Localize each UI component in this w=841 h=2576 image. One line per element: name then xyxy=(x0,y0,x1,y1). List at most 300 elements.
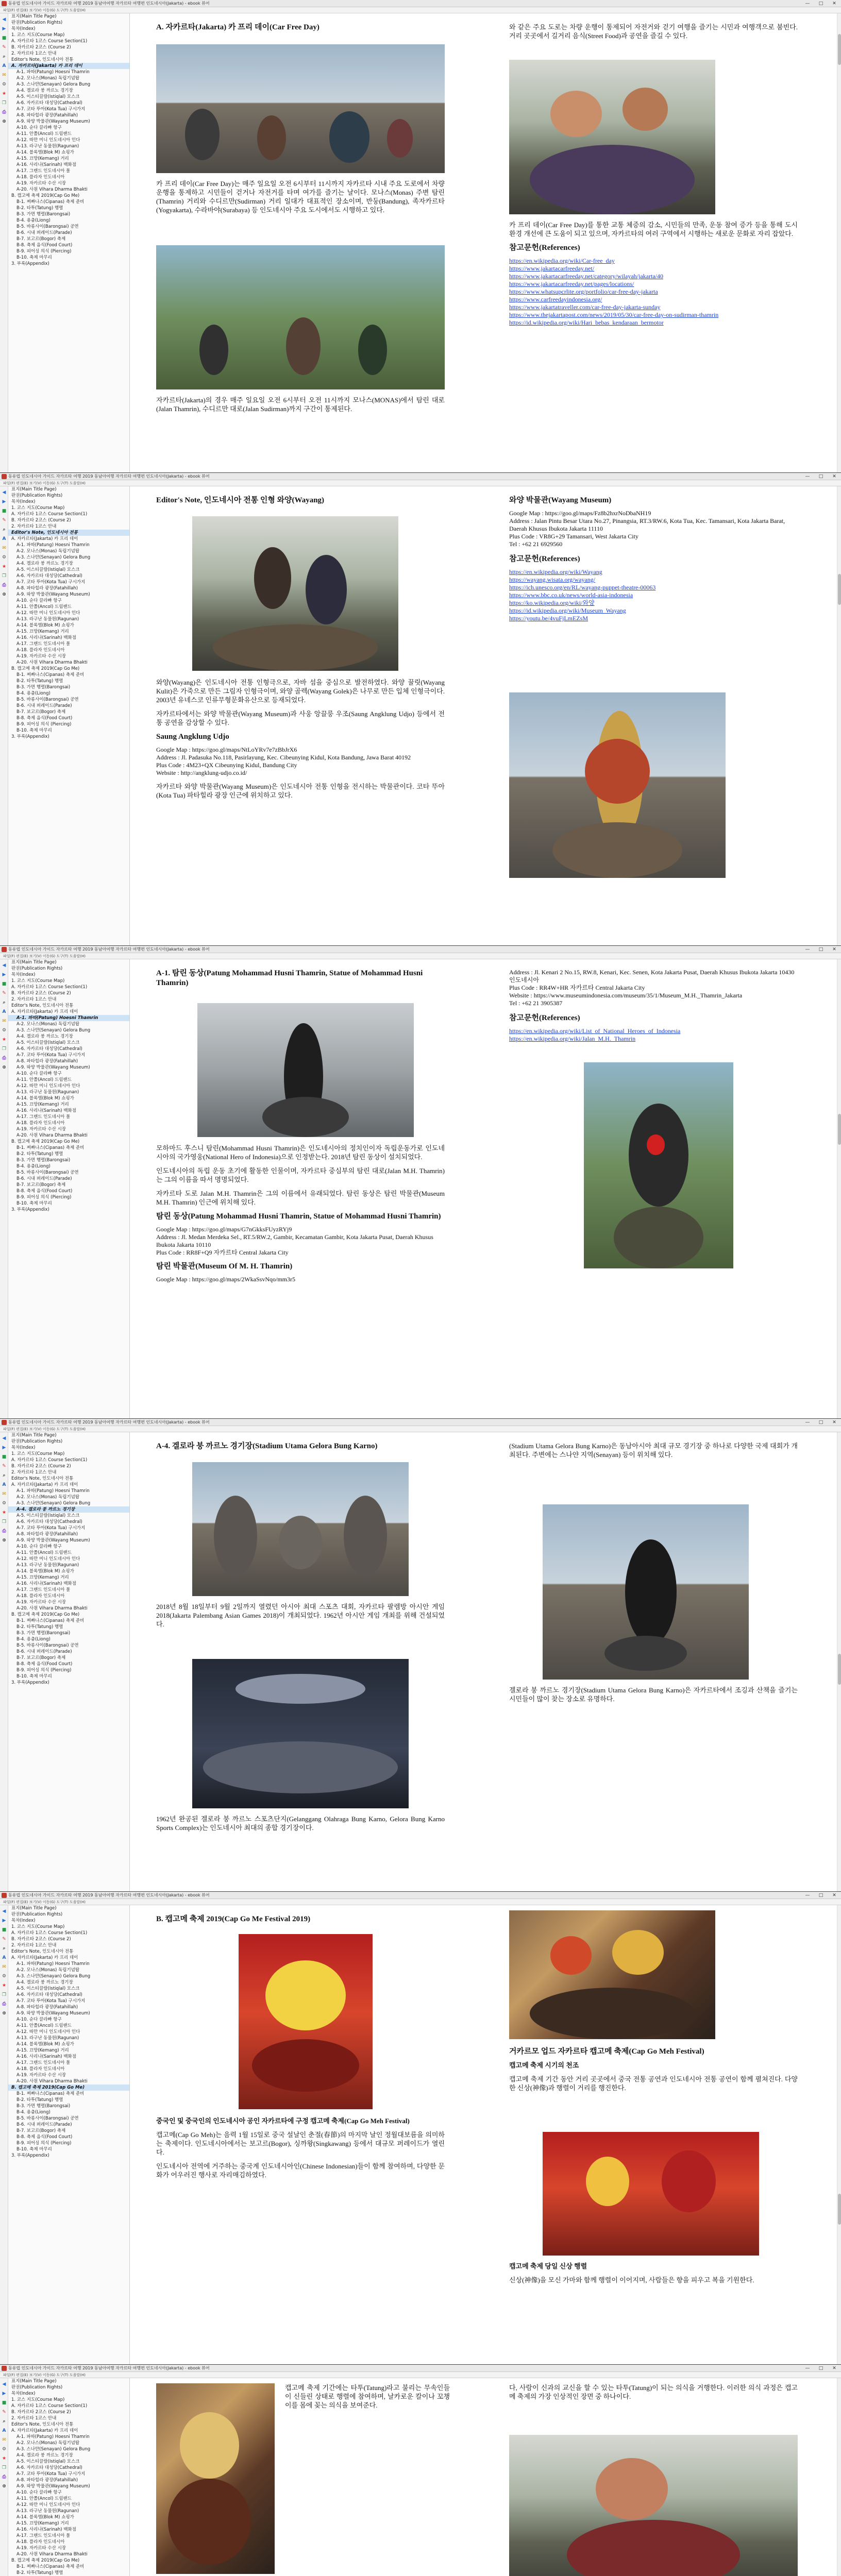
toc-item[interactable]: A-9. 와양 박물관(Wayang Museum) xyxy=(16,119,90,124)
highlight-icon[interactable]: ✎ xyxy=(2,1464,6,1469)
forward-arrow-icon[interactable]: ▶ xyxy=(2,2391,6,2396)
toc-item[interactable]: A-14. 블록엠(Blok M) 쇼핑가 xyxy=(16,2515,74,2520)
toc-item[interactable]: A-13. 라구난 동물원(Ragunan) xyxy=(16,617,79,622)
toc-item[interactable]: 3. 부록(Appendix) xyxy=(11,734,49,739)
close-button[interactable]: ✕ xyxy=(832,474,836,479)
toc-item[interactable]: B-1. 찌빠나스(Cipanas) 축제 준비 xyxy=(16,199,85,205)
toc-item[interactable]: A-1. 파따(Patung) Hoesni Thamrin xyxy=(8,1015,129,1021)
toc-item[interactable]: A. 자카르타 1코스 Course Section(1) xyxy=(11,1458,88,1463)
toc-item[interactable]: B. 캡고메 축제 2019(Cap Go Me) xyxy=(11,2558,80,2563)
minimize-button[interactable]: — xyxy=(805,947,810,952)
toc-item[interactable]: A-19. 자카르타 수산 시장 xyxy=(16,1600,66,1605)
toc-item[interactable]: A. 자카르타(Jakarta) 카 프리 데이 xyxy=(11,1009,78,1014)
toc-item[interactable]: B-1. 찌빠나스(Cipanas) 축제 준비 xyxy=(16,672,85,677)
reference-link[interactable]: https://en.wikipedia.org/wiki/Wayang xyxy=(509,568,602,575)
back-arrow-icon[interactable]: ◀ xyxy=(2,2382,6,2387)
toc-item[interactable]: B-8. 축제 음식(Food Court) xyxy=(16,1662,73,1667)
note-icon[interactable]: ✉ xyxy=(2,2437,6,2443)
toc-item[interactable]: 표지(Main Title Page) xyxy=(11,14,57,19)
toc-item[interactable]: A-19. 자카르타 수산 시장 xyxy=(16,2073,66,2078)
toc-item[interactable]: B. 캡고메 축제 2019(Cap Go Me) xyxy=(11,1139,80,1144)
toc-item[interactable]: A-17. 그랜드 인도네시아 몰 xyxy=(16,1114,71,1120)
toc-item[interactable]: A-10. 순다 끌라빠 항구 xyxy=(16,598,62,603)
reference-link[interactable]: https://www.jakartacarfreeday.net/ xyxy=(509,265,595,272)
toc-item[interactable]: B. 캡고메 축제 2019(Cap Go Me) xyxy=(11,666,80,671)
toc-item[interactable]: A-18. 플라자 인도네시아 xyxy=(16,1121,65,1126)
toc-item[interactable]: 목차(Index) xyxy=(11,26,36,31)
toc-item[interactable]: A-12. 따만 미니 인도네시아 인다 xyxy=(16,138,80,143)
toc-item[interactable]: A. 자카르타(Jakarta) 카 프리 데이 xyxy=(8,63,129,69)
reference-link[interactable]: https://www.whatsupcrlite.org/portfolio/car-free-day-jakarta xyxy=(509,288,658,295)
toc-item[interactable]: B-2. 타투(Tatung) 행렬 xyxy=(16,1151,63,1157)
document-view[interactable] xyxy=(130,1905,841,2365)
toc-item[interactable]: 표지(Main Title Page) xyxy=(11,960,57,965)
toc-item[interactable]: A-15. 끄망(Kemang) 거리 xyxy=(16,1102,69,1107)
toc-item[interactable]: A-17. 그랜드 인도네시아 몰 xyxy=(16,2060,71,2065)
menu-bar[interactable]: 파일(F) 편집(E) 보기(V) 이동(G) 도구(T) 도움말(H) xyxy=(0,1426,841,1432)
toc-item[interactable]: A-14. 블록엠(Blok M) 쇼핑가 xyxy=(16,1096,74,1101)
search-icon[interactable]: ⌕ xyxy=(3,2419,6,2424)
toc-item[interactable]: 판권(Publication Rights) xyxy=(11,1439,63,1444)
highlight-icon[interactable]: ✎ xyxy=(2,45,6,50)
toc-item[interactable]: A-5. 이스티끌랄(Istiqlal) 모스크 xyxy=(16,1986,80,1991)
reference-link[interactable]: https://www.jakartacarfreeday.net/category/wilayah/jakarta/40 xyxy=(509,273,663,280)
toc-item[interactable]: A-1. 파따(Patung) Hoesni Thamrin xyxy=(16,70,90,75)
copy-icon[interactable]: ❐ xyxy=(2,1519,7,1524)
toc-item[interactable]: A-4. 겔로라 붕 까르노 경기장 xyxy=(16,1980,73,1985)
settings-icon[interactable]: ⚙ xyxy=(2,1028,7,1033)
toc-item[interactable]: A-7. 코타 뚜아(Kota Tua) 구시가지 xyxy=(16,2471,86,2477)
toc-item[interactable]: B-4. 용춤(Liong) xyxy=(16,1164,51,1169)
toc-item[interactable]: 3. 부록(Appendix) xyxy=(11,1207,49,1212)
toc-item[interactable]: A. 자카르타 1코스 Course Section(1) xyxy=(11,985,88,990)
reference-link[interactable]: https://www.jakartacarfreeday.net/pages/locations/ xyxy=(509,280,634,287)
toc-item[interactable]: B-4. 용춤(Liong) xyxy=(16,2110,51,2115)
toc-item[interactable]: A-18. 플라자 인도네시아 xyxy=(16,2539,65,2545)
reference-link[interactable]: https://www.carfreedayindonesia.org/ xyxy=(509,296,602,303)
toc-item[interactable]: A-18. 플라자 인도네시아 xyxy=(16,1594,65,1599)
toc-item[interactable]: A-19. 자카르타 수산 시장 xyxy=(16,181,66,186)
print-icon[interactable]: ⎙ xyxy=(2,2475,6,2480)
scrollbar-thumb[interactable] xyxy=(838,1654,841,1685)
toc-item[interactable]: B-10. 축제 마무리 xyxy=(16,255,52,260)
toc-item[interactable]: A. 자카르타 1코스 Course Section(1) xyxy=(11,2403,88,2409)
toc-item[interactable]: 1. 코스 지도(Course Map) xyxy=(11,505,65,511)
copy-icon[interactable]: ❐ xyxy=(2,1046,7,1052)
note-icon[interactable]: ✉ xyxy=(2,1964,6,1970)
toc-item[interactable]: B-10. 축제 마무리 xyxy=(16,728,52,733)
search-icon[interactable]: ⌕ xyxy=(3,1473,6,1478)
toc-item[interactable]: A-15. 끄망(Kemang) 거리 xyxy=(16,156,69,161)
toc-item[interactable]: B. 자카르타 2코스 (Course 2) xyxy=(11,518,71,523)
share-icon[interactable]: ★ xyxy=(2,2456,7,2461)
toc-item[interactable]: A-20. 사원 Vihara Dharma Bhakti xyxy=(16,1133,88,1138)
toc-item[interactable]: A-9. 와양 박물관(Wayang Museum) xyxy=(16,1538,90,1543)
minimize-button[interactable]: — xyxy=(805,474,810,479)
toc-item[interactable]: 판권(Publication Rights) xyxy=(11,493,63,498)
toc-item[interactable]: A-16. 사리나(Sarinah) 백화점 xyxy=(16,635,76,640)
toc-item[interactable]: 표지(Main Title Page) xyxy=(11,1433,57,1438)
toc-item[interactable]: A-20. 사원 Vihara Dharma Bhakti xyxy=(16,187,88,192)
back-arrow-icon[interactable]: ◀ xyxy=(2,963,6,968)
toc-item[interactable]: 1. 코스 지도(Course Map) xyxy=(11,2397,65,2402)
toc-item[interactable]: 목차(Index) xyxy=(11,2391,36,2396)
note-icon[interactable]: ✉ xyxy=(2,1492,6,1497)
toc-item[interactable]: A-4. 겔로라 붕 까르노 경기장 xyxy=(16,1034,73,1039)
reference-link[interactable]: https://ich.unesco.org/en/RL/wayang-puppet-theatre-00063 xyxy=(509,584,656,591)
toc-item[interactable]: A-17. 그랜드 인도네시아 몰 xyxy=(16,641,71,647)
menu-bar[interactable]: 파일(F) 편집(E) 보기(V) 이동(G) 도구(T) 도움말(H) xyxy=(0,953,841,959)
toc-item[interactable]: B-2. 타투(Tatung) 행렬 xyxy=(16,206,63,211)
toc-item[interactable]: A-3. 스나얀(Senayan) Gelora Bung xyxy=(16,1974,91,1979)
toc-item[interactable]: A-5. 이스티끌랄(Istiqlal) 모스크 xyxy=(16,1513,80,1518)
toc-item[interactable]: B-3. 가면 행렬(Barongsai) xyxy=(16,685,71,690)
toc-item[interactable]: A-18. 플라자 인도네시아 xyxy=(16,175,65,180)
toc-item[interactable]: A-3. 스나얀(Senayan) Gelora Bung xyxy=(16,82,91,87)
maximize-button[interactable]: □ xyxy=(818,474,823,479)
font-icon[interactable]: A xyxy=(2,1482,6,1487)
minimize-button[interactable]: — xyxy=(805,1893,810,1898)
toc-item[interactable]: A. 자카르타(Jakarta) 카 프리 데이 xyxy=(11,536,78,541)
print-icon[interactable]: ⎙ xyxy=(2,110,6,115)
toc-item[interactable]: B-1. 찌빠나스(Cipanas) 축제 준비 xyxy=(16,1145,85,1150)
toc-item[interactable]: B. 자카르타 2코스 (Course 2) xyxy=(11,991,71,996)
toc-item[interactable]: 3. 부록(Appendix) xyxy=(11,1680,49,1685)
bookmark-icon[interactable]: ■ xyxy=(2,1927,7,1933)
toc-item[interactable]: A-2. 모나스(Monas) 독립기념탑 xyxy=(16,549,80,554)
toc-item[interactable]: A-4. 겔로라 붕 까르노 경기장 xyxy=(16,2453,73,2458)
toc-item[interactable]: A-12. 따만 미니 인도네시아 인다 xyxy=(16,611,80,616)
toc-item[interactable]: 목차(Index) xyxy=(11,972,36,977)
toc-item[interactable]: B-6. 시내 퍼레이드(Parade) xyxy=(16,230,72,235)
back-arrow-icon[interactable]: ◀ xyxy=(2,1909,6,1914)
toc-item[interactable]: B. 자카르타 2코스 (Course 2) xyxy=(11,45,71,50)
maximize-button[interactable]: □ xyxy=(818,947,823,952)
toc-item[interactable]: A-8. 파타힐라 광장(Fatahillah) xyxy=(16,1532,78,1537)
close-button[interactable]: ✕ xyxy=(832,1420,836,1425)
toc-item[interactable]: A-9. 와양 박물관(Wayang Museum) xyxy=(16,592,90,597)
toc-item[interactable]: B-1. 찌빠나스(Cipanas) 축제 준비 xyxy=(16,1618,85,1623)
vertical-scrollbar[interactable] xyxy=(837,1432,841,1892)
toc-item[interactable]: A-1. 파따(Patung) Hoesni Thamrin xyxy=(16,543,90,548)
toc-item[interactable]: A-19. 자카르타 수산 시장 xyxy=(16,2546,66,2551)
toc-item[interactable]: A-1. 파따(Patung) Hoesni Thamrin xyxy=(16,1488,90,1494)
toc-item[interactable]: B-8. 축제 음식(Food Court) xyxy=(16,1189,73,1194)
toc-item[interactable]: B-6. 시내 퍼레이드(Parade) xyxy=(16,1649,72,1654)
toc-item[interactable]: B-8. 축제 음식(Food Court) xyxy=(16,243,73,248)
toc-item[interactable]: B-2. 타투(Tatung) 행렬 xyxy=(16,679,63,684)
search-icon[interactable]: ⌕ xyxy=(3,1000,6,1005)
back-arrow-icon[interactable]: ◀ xyxy=(2,490,6,495)
close-button[interactable]: ✕ xyxy=(832,947,836,952)
scrollbar-thumb[interactable] xyxy=(838,574,841,605)
toc-item[interactable]: B. 자카르타 2코스 (Course 2) xyxy=(11,1937,71,1942)
toc-item[interactable]: B-7. 보고르(Bogor) 축제 xyxy=(16,1655,66,1660)
reference-link[interactable]: https://youtu.be/4vuFjLmEZsM xyxy=(509,615,588,622)
toc-item[interactable]: 표지(Main Title Page) xyxy=(11,2379,57,2384)
toc-item[interactable]: 2. 자카르타 1코스 안내 xyxy=(11,51,57,56)
toc-item[interactable]: A. 자카르타(Jakarta) 카 프리 데이 xyxy=(11,2428,78,2433)
highlight-icon[interactable]: ✎ xyxy=(2,518,6,523)
toc-item[interactable]: B-2. 타투(Tatung) 행렬 xyxy=(16,2570,63,2575)
toc-item[interactable]: 판권(Publication Rights) xyxy=(11,2385,63,2390)
reference-link[interactable]: https://www.jakartatraveller.com/car-free-day-jakarta-sunday xyxy=(509,303,661,311)
menu-bar[interactable]: 파일(F) 편집(E) 보기(V) 이동(G) 도구(T) 도움말(H) xyxy=(0,7,841,13)
minimize-button[interactable]: — xyxy=(805,1420,810,1425)
toc-item[interactable]: Editor's Note, 인도네시아 전통 xyxy=(8,530,129,536)
copy-icon[interactable]: ❐ xyxy=(2,100,7,106)
share-icon[interactable]: ★ xyxy=(2,564,7,569)
toc-item[interactable]: A-9. 와양 박물관(Wayang Museum) xyxy=(16,1065,90,1070)
reference-link[interactable]: https://ko.wikipedia.org/wiki/와양 xyxy=(509,599,595,606)
toc-item[interactable]: B-2. 타투(Tatung) 행렬 xyxy=(16,2097,63,2103)
search-icon[interactable]: ⌕ xyxy=(3,54,6,59)
bookmark-icon[interactable]: ■ xyxy=(2,36,7,41)
toc-item[interactable]: A. 자카르타 1코스 Course Section(1) xyxy=(11,1930,88,1936)
toc-item[interactable]: B-5. 바롱사이(Barongsai) 공연 xyxy=(16,697,79,702)
toc-item[interactable]: A-15. 끄망(Kemang) 거리 xyxy=(16,2048,69,2053)
toc-item[interactable]: A. 자카르타 1코스 Course Section(1) xyxy=(11,39,88,44)
zoom-icon[interactable]: ⊕ xyxy=(2,1538,6,1543)
toc-item[interactable]: A-7. 코타 뚜아(Kota Tua) 구시가지 xyxy=(16,1053,86,1058)
close-button[interactable]: ✕ xyxy=(832,2366,836,2371)
toc-item[interactable]: B-4. 용춤(Liong) xyxy=(16,218,51,223)
bookmark-icon[interactable]: ■ xyxy=(2,981,7,987)
reference-link[interactable]: https://wayang.wisata.org/wayang/ xyxy=(509,576,596,583)
bookmark-icon[interactable]: ■ xyxy=(2,2400,7,2405)
toc-item[interactable]: A-13. 라구난 동물원(Ragunan) xyxy=(16,2036,79,2041)
search-icon[interactable]: ⌕ xyxy=(3,527,6,532)
toc-item[interactable]: A-14. 블록엠(Blok M) 쇼핑가 xyxy=(16,150,74,155)
toc-item[interactable]: A-2. 모나스(Monas) 독립기념탑 xyxy=(16,2441,80,2446)
toc-item[interactable]: B-9. 피어싱 의식 (Piercing) xyxy=(16,1668,72,1673)
toc-item[interactable]: A-11. 안쫄(Ancol) 드림랜드 xyxy=(16,1550,72,1555)
print-icon[interactable]: ⎙ xyxy=(2,2002,6,2007)
toc-item[interactable]: B-8. 축제 음식(Food Court) xyxy=(16,716,73,721)
menu-bar[interactable]: 파일(F) 편집(E) 보기(V) 이동(G) 도구(T) 도움말(H) xyxy=(0,2372,841,2378)
highlight-icon[interactable]: ✎ xyxy=(2,2410,6,2415)
toc-item[interactable]: B-2. 타투(Tatung) 행렬 xyxy=(16,1624,63,1630)
maximize-button[interactable]: □ xyxy=(818,1420,823,1425)
settings-icon[interactable]: ⚙ xyxy=(2,1501,7,1506)
toc-item[interactable]: 표지(Main Title Page) xyxy=(11,487,57,492)
toc-item[interactable]: Editor's Note, 인도네시아 전통 xyxy=(11,2422,74,2427)
toc-item[interactable]: A-1. 파따(Patung) Hoesni Thamrin xyxy=(16,1961,90,1967)
document-view[interactable] xyxy=(130,486,841,946)
reference-link[interactable]: https://id.wikipedia.org/wiki/Museum_Wayang xyxy=(509,607,626,614)
toc-item[interactable]: A-2. 모나스(Monas) 독립기념탑 xyxy=(16,1495,80,1500)
reference-link[interactable]: https://en.wikipedia.org/wiki/Jalan_M.H._Thamrin xyxy=(509,1035,636,1042)
toc-item[interactable]: B-7. 보고르(Bogor) 축제 xyxy=(16,236,66,242)
zoom-icon[interactable]: ⊕ xyxy=(2,592,6,597)
back-arrow-icon[interactable]: ◀ xyxy=(2,1436,6,1441)
note-icon[interactable]: ✉ xyxy=(2,73,6,78)
toc-item[interactable]: A-13. 라구난 동물원(Ragunan) xyxy=(16,1090,79,1095)
toc-item[interactable]: A-1. 파따(Patung) Hoesni Thamrin xyxy=(16,2434,90,2439)
toc-item[interactable]: B. 자카르타 2코스 (Course 2) xyxy=(11,1464,71,1469)
document-view[interactable] xyxy=(130,2378,841,2576)
toc-item[interactable]: 3. 부록(Appendix) xyxy=(11,261,49,266)
toc-item[interactable]: A-8. 파타힐라 광장(Fatahillah) xyxy=(16,2478,78,2483)
toc-item[interactable]: 1. 코스 지도(Course Map) xyxy=(11,1451,65,1456)
toc-item[interactable]: A-19. 자카르타 수산 시장 xyxy=(16,1127,66,1132)
toc-item[interactable]: A-9. 와양 박물관(Wayang Museum) xyxy=(16,2011,90,2016)
toc-item[interactable]: B-9. 피어싱 의식 (Piercing) xyxy=(16,249,72,254)
toc-item[interactable]: B-9. 피어싱 의식 (Piercing) xyxy=(16,1195,72,1200)
toc-item[interactable]: A-2. 모나스(Monas) 독립기념탑 xyxy=(16,76,80,81)
toc-item[interactable]: A-10. 순다 끌라빠 항구 xyxy=(16,125,62,130)
toc-item[interactable]: B-1. 찌빠나스(Cipanas) 축제 준비 xyxy=(16,2091,85,2096)
copy-icon[interactable]: ❐ xyxy=(2,573,7,579)
toc-item[interactable]: A-9. 와양 박물관(Wayang Museum) xyxy=(16,2484,90,2489)
toc-item[interactable]: B. 캡고메 축제 2019(Cap Go Me) xyxy=(11,1612,80,1617)
zoom-icon[interactable]: ⊕ xyxy=(2,1065,6,1070)
toc-item[interactable]: B-3. 가면 행렬(Barongsai) xyxy=(16,2104,71,2109)
font-icon[interactable]: A xyxy=(2,63,6,69)
toc-item[interactable]: A-7. 코타 뚜아(Kota Tua) 구시가지 xyxy=(16,580,86,585)
toc-item[interactable]: A-18. 플라자 인도네시아 xyxy=(16,2066,65,2072)
toc-item[interactable]: B-5. 바롱사이(Barongsai) 공연 xyxy=(16,224,79,229)
reference-link[interactable]: https://www.thejakartapost.com/news/2019/05/30/car-free-day-on-sudirman-thamrin xyxy=(509,311,719,318)
vertical-scrollbar[interactable] xyxy=(837,959,841,1419)
toc-item[interactable]: A-6. 자카르타 대성당(Cathedral) xyxy=(16,1046,82,1052)
document-view[interactable] xyxy=(130,1432,841,1892)
share-icon[interactable]: ★ xyxy=(2,1037,7,1042)
font-icon[interactable]: A xyxy=(2,1955,6,1960)
toc-item[interactable]: A-8. 파타힐라 광장(Fatahillah) xyxy=(16,113,78,118)
share-icon[interactable]: ★ xyxy=(2,1983,7,1988)
toc-item[interactable]: A-10. 순다 끌라빠 항구 xyxy=(16,2017,62,2022)
toc-item[interactable]: B-3. 가면 행렬(Barongsai) xyxy=(16,1631,71,1636)
zoom-icon[interactable]: ⊕ xyxy=(2,119,6,124)
toc-item[interactable]: B-7. 보고르(Bogor) 축제 xyxy=(16,709,66,715)
note-icon[interactable]: ✉ xyxy=(2,546,6,551)
forward-arrow-icon[interactable]: ▶ xyxy=(2,499,6,504)
forward-arrow-icon[interactable]: ▶ xyxy=(2,1445,6,1450)
settings-icon[interactable]: ⚙ xyxy=(2,82,7,87)
menu-bar[interactable]: 파일(F) 편집(E) 보기(V) 이동(G) 도구(T) 도움말(H) xyxy=(0,480,841,486)
share-icon[interactable]: ★ xyxy=(2,1510,7,1515)
toc-item[interactable]: B-5. 바롱사이(Barongsai) 공연 xyxy=(16,2116,79,2121)
toc-item[interactable]: B-4. 용춤(Liong) xyxy=(16,691,51,696)
minimize-button[interactable]: — xyxy=(805,1,810,6)
toc-item[interactable]: 2. 자카르타 1코스 안내 xyxy=(11,524,57,529)
maximize-button[interactable]: □ xyxy=(818,1893,823,1898)
toc-item[interactable]: 2. 자카르타 1코스 안내 xyxy=(11,997,57,1002)
toc-item[interactable]: A-11. 안쫄(Ancol) 드림랜드 xyxy=(16,2496,72,2501)
minimize-button[interactable]: — xyxy=(805,2366,810,2371)
toc-item[interactable]: B-10. 축제 마무리 xyxy=(16,2147,52,2152)
toc-item[interactable]: A-13. 라구난 동물원(Ragunan) xyxy=(16,2509,79,2514)
toc-item[interactable]: A-11. 안쫄(Ancol) 드림랜드 xyxy=(16,1077,72,1082)
search-icon[interactable]: ⌕ xyxy=(3,1946,6,1951)
toc-item[interactable]: B-5. 바롱사이(Barongsai) 공연 xyxy=(16,1643,79,1648)
toc-item[interactable]: A-14. 블록엠(Blok M) 쇼핑가 xyxy=(16,623,74,628)
document-view[interactable] xyxy=(130,959,841,1419)
vertical-scrollbar[interactable] xyxy=(837,2378,841,2576)
toc-item[interactable]: A-5. 이스티끌랄(Istiqlal) 모스크 xyxy=(16,2459,80,2464)
toc-item[interactable]: A-5. 이스티끌랄(Istiqlal) 모스크 xyxy=(16,1040,80,1045)
toc-item[interactable]: A-17. 그랜드 인도네시아 몰 xyxy=(16,168,71,174)
toc-item[interactable]: B. 캡고메 축제 2019(Cap Go Me) xyxy=(11,193,80,198)
toc-item[interactable]: A-11. 안쫄(Ancol) 드림랜드 xyxy=(16,131,72,137)
menu-bar[interactable]: 파일(F) 편집(E) 보기(V) 이동(G) 도구(T) 도움말(H) xyxy=(0,1899,841,1905)
document-view[interactable] xyxy=(130,13,841,473)
toc-item[interactable]: A-15. 끄망(Kemang) 거리 xyxy=(16,1575,69,1580)
toc-item[interactable]: 목차(Index) xyxy=(11,1918,36,1923)
toc-item[interactable]: A-8. 파타힐라 광장(Fatahillah) xyxy=(16,586,78,591)
toc-item[interactable]: A-10. 순다 끌라빠 항구 xyxy=(16,2490,62,2495)
reference-link[interactable]: https://en.wikipedia.org/wiki/List_of_National_Heroes_of_Indonesia xyxy=(509,1027,681,1035)
toc-item[interactable]: B-9. 피어싱 의식 (Piercing) xyxy=(16,2141,72,2146)
toc-item[interactable]: A-4. 겔로라 붕 까르노 경기장 xyxy=(8,1506,129,1513)
toc-item[interactable]: B. 자카르타 2코스 (Course 2) xyxy=(11,2410,71,2415)
forward-arrow-icon[interactable]: ▶ xyxy=(2,1918,6,1923)
toc-item[interactable]: A. 자카르타(Jakarta) 카 프리 데이 xyxy=(11,1955,78,1960)
font-icon[interactable]: A xyxy=(2,2428,6,2433)
toc-item[interactable]: A-6. 자카르타 대성당(Cathedral) xyxy=(16,100,82,106)
settings-icon[interactable]: ⚙ xyxy=(2,2447,7,2452)
settings-icon[interactable]: ⚙ xyxy=(2,1974,7,1979)
toc-item[interactable]: 2. 자카르타 1코스 안내 xyxy=(11,1470,57,1475)
toc-item[interactable]: A-20. 사원 Vihara Dharma Bhakti xyxy=(16,660,88,665)
toc-item[interactable]: 판권(Publication Rights) xyxy=(11,1912,63,1917)
toc-item[interactable]: 목차(Index) xyxy=(11,499,36,504)
maximize-button[interactable]: □ xyxy=(818,1,823,6)
toc-item[interactable]: B. 캡고메 축제 2019(Cap Go Me) xyxy=(8,2084,129,2091)
toc-item[interactable]: 표지(Main Title Page) xyxy=(11,1906,57,1911)
toc-item[interactable]: A-4. 겔로라 붕 까르노 경기장 xyxy=(16,561,73,566)
toc-item[interactable]: B-10. 축제 마무리 xyxy=(16,1201,52,1206)
toc-item[interactable]: A-2. 모나스(Monas) 독립기념탑 xyxy=(16,1022,80,1027)
toc-item[interactable]: A-6. 자카르타 대성당(Cathedral) xyxy=(16,2465,82,2470)
vertical-scrollbar[interactable] xyxy=(837,13,841,473)
toc-item[interactable]: 1. 코스 지도(Course Map) xyxy=(11,978,65,984)
toc-item[interactable]: Editor's Note, 인도네시아 전통 xyxy=(11,1949,74,1954)
toc-item[interactable]: A-4. 겔로라 붕 까르노 경기장 xyxy=(16,88,73,93)
toc-item[interactable]: B-7. 보고르(Bogor) 축제 xyxy=(16,1182,66,1188)
close-button[interactable]: ✕ xyxy=(832,1,836,6)
bookmark-icon[interactable]: ■ xyxy=(2,1454,7,1460)
toc-item[interactable]: A-19. 자카르타 수산 시장 xyxy=(16,654,66,659)
scrollbar-thumb[interactable] xyxy=(838,34,841,65)
toc-item[interactable]: Editor's Note, 인도네시아 전통 xyxy=(11,1003,74,1008)
reference-link[interactable]: https://www.bbc.co.uk/news/world-asia-indonesia xyxy=(509,591,633,599)
toc-item[interactable]: A-13. 라구난 동물원(Ragunan) xyxy=(16,144,79,149)
toc-item[interactable]: 목차(Index) xyxy=(11,1445,36,1450)
toc-item[interactable]: A-7. 코타 뚜아(Kota Tua) 구시가지 xyxy=(16,107,86,112)
toc-item[interactable]: A-3. 스나얀(Senayan) Gelora Bung xyxy=(16,2447,91,2452)
toc-item[interactable]: B-1. 찌빠나스(Cipanas) 축제 준비 xyxy=(16,2564,85,2569)
toc-item[interactable]: A. 자카르타(Jakarta) 카 프리 데이 xyxy=(11,1482,78,1487)
forward-arrow-icon[interactable]: ▶ xyxy=(2,972,6,977)
toc-item[interactable]: A-14. 블록엠(Blok M) 쇼핑가 xyxy=(16,1569,74,1574)
scrollbar-thumb[interactable] xyxy=(838,2194,841,2225)
toc-item[interactable]: A-3. 스나얀(Senayan) Gelora Bung xyxy=(16,1501,91,1506)
toc-item[interactable]: A-14. 블록엠(Blok M) 쇼핑가 xyxy=(16,2042,74,2047)
toc-item[interactable]: A-6. 자카르타 대성당(Cathedral) xyxy=(16,573,82,579)
toc-item[interactable]: A-17. 그랜드 인도네시아 몰 xyxy=(16,2533,71,2538)
toc-item[interactable]: A-12. 따만 미니 인도네시아 인다 xyxy=(16,2029,80,2035)
toc-item[interactable]: 1. 코스 지도(Course Map) xyxy=(11,32,65,38)
toc-item[interactable]: B-9. 피어싱 의식 (Piercing) xyxy=(16,722,72,727)
bookmark-icon[interactable]: ■ xyxy=(2,509,7,514)
toc-item[interactable]: A-16. 사리나(Sarinah) 백화점 xyxy=(16,2527,76,2532)
font-icon[interactable]: A xyxy=(2,1009,6,1014)
toc-item[interactable]: B-6. 시내 퍼레이드(Parade) xyxy=(16,1176,72,1181)
toc-item[interactable]: A-6. 자카르타 대성당(Cathedral) xyxy=(16,1992,82,1997)
toc-item[interactable]: A-18. 플라자 인도네시아 xyxy=(16,648,65,653)
